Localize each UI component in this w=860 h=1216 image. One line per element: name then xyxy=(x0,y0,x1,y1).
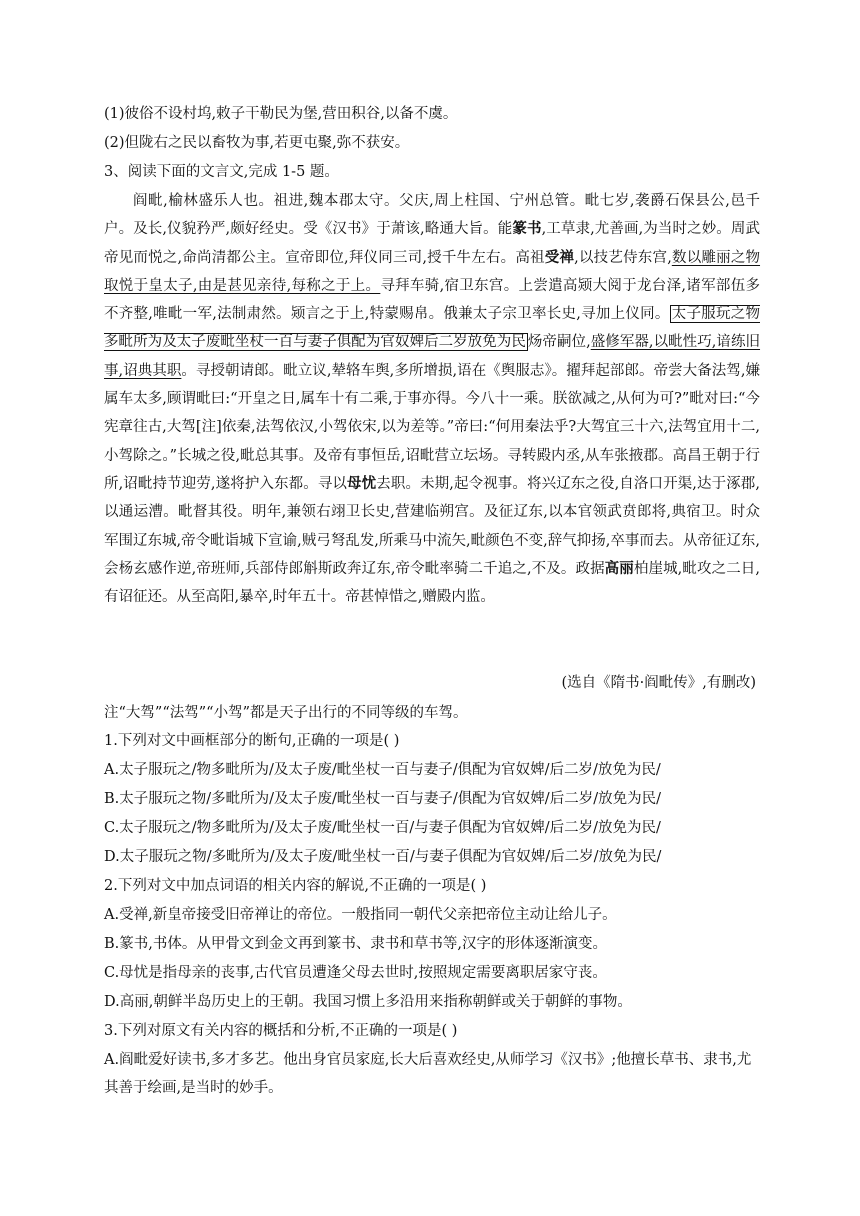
question-1-option-b: B.太子服玩之物/多毗所为/及太子废/毗坐杖一百与妻子/俱配为官奴婢/后二岁/放免为民/ xyxy=(104,791,661,807)
question-2-option-d: D.高丽,朝鲜半岛历史上的王朝。我国习惯上多沿用来指称朝鲜或关于朝鲜的事物。 xyxy=(104,994,632,1010)
underlined-sentence-1: 数以雕丽之物取悦于皇太子,由是甚见亲待,每称之于上。 xyxy=(104,249,761,294)
question-2-stem: 2.下列对文中加点词语的相关内容的解说,不正确的一项是( ) xyxy=(104,878,487,894)
passage-text: ,工草隶,尤善画,为当时之妙。周武帝见而悦之,命尚清都公主。宣帝即位,拜仪同三司,授千牛左右。高祖 xyxy=(104,221,761,266)
passage-text: 去职。未期,起令视事。将兴辽东之役,自洛口开渠,达于涿郡,以通运漕。毗督其役。明年,兼领右翊卫长史,营建临朔宫。及征辽东,以本官领武贲郎将,典宿卫。时众军围辽东城,帝令毗诣城下宣谕,贼弓弩乱发,所乘马中流矢,毗颜色不变,辞气抑扬,卒事而去。从帝征辽东,会杨玄感作逆,帝班师,兵部侍郎斛斯政奔辽东,帝令毗率骑二千追之,不及。政据 xyxy=(104,475,761,577)
passage-text: ,以技艺侍东宫, xyxy=(574,249,672,266)
classical-chinese-passage xyxy=(104,187,760,611)
dotted-term-muyou: 母忧 xyxy=(347,474,377,492)
answer-line-1: (1)彼俗不设村坞,敕子干勒民为堡,营田积谷,以备不虞。 xyxy=(104,106,458,122)
instruction-line: 3、阅读下面的文言文,完成 1-5 题。 xyxy=(104,164,339,180)
dotted-term-gaoli: 高丽 xyxy=(604,559,634,577)
question-3-stem: 3.下列对原文有关内容的概括和分析,不正确的一项是( ) xyxy=(104,1023,458,1039)
passage-text: 。寻授朝请郎。毗立议,辇辂车舆,多所增损,语在《舆服志》。擢拜起部郎。帝尝大备法驾,嫌属车太多,顾谓毗曰:“开皇之日,属车十有二乘,于事亦得。今八十一乘。朕欲减之,从何为可?”毗对曰:“今宪章往古,大驾[注]依秦,法驾依汉,小驾依宋,以为差等。”帝曰:“何用秦法乎?大驾宜三十六,法驾宜用十二,小驾除之。”长城之役,毗总其事。及帝有事恒岳,诏毗营立坛场。寻转殿内丞,从车张掖郡。高昌王朝于行所,诏毗持节迎劳,遂将护入东都。寻以 xyxy=(104,362,761,492)
question-1-stem: 1.下列对文中画框部分的断句,正确的一项是( ) xyxy=(104,733,400,749)
answer-line-2: (2)但陇右之民以畜牧为事,若更屯聚,弥不获安。 xyxy=(104,135,410,151)
passage-text: 阎毗,榆林盛乐人也。祖进,魏本郡太守。父庆,周上柱国、宁州总管。毗七岁,袭爵石保县公,邑千户。及长,仪貌矜严,颇好经史。受《汉书》于萧该,略通大旨。能 xyxy=(104,193,760,238)
dotted-term-zhuanshu: 篆书 xyxy=(512,220,542,238)
boxed-sentence: 太子服玩之物多毗所为及太子废毗坐杖一百与妻子俱配为官奴婢后二岁放免为民 xyxy=(104,306,760,351)
question-1-option-c: C.太子服玩之/物多毗所为/及太子废/毗坐杖一百/与妻子俱配为官奴婢/后二岁/放免为民/ xyxy=(104,820,661,836)
question-2-option-b: B.篆书,书体。从甲骨文到金文再到篆书、隶书和草书等,汉字的形体逐渐演变。 xyxy=(104,936,607,952)
annotation-note: 注“大驾”“法驾”“小驾”都是天子出行的不同等级的车驾。 xyxy=(104,705,468,721)
passage-text: 寻拜车骑,宿卫东宫。上尝遣高颎大阅于龙台泽,诸军部伍多不齐整,唯毗一军,法制肃然。颎言之于上,特蒙赐帛。俄兼太子宗卫率长史,寻加上仪同。 xyxy=(104,277,761,323)
question-3-option-a: A.阎毗爱好读书,多才多艺。他出身官员家庭,长大后喜欢经史,从师学习《汉书》;他擅长草书、隶书,尤其善于绘画,是当时的妙手。 xyxy=(104,1052,752,1096)
passage-text: 炀帝嗣位, xyxy=(527,334,591,351)
question-1-option-a: A.太子服玩之/物多毗所为/及太子废/毗坐杖一百与妻子/俱配为官奴婢/后二岁/放免为民/ xyxy=(104,762,661,778)
question-2-option-c: C.母忧是指母亲的丧事,古代官员遭逢父母去世时,按照规定需要离职居家守丧。 xyxy=(104,965,607,981)
underlined-sentence-2: 盛修军器,以毗性巧,谙练旧事,诏典其职 xyxy=(104,334,761,379)
dotted-term-shouchan: 受禅 xyxy=(544,248,575,266)
question-2-option-a: A.受禅,新皇帝接受旧帝禅让的帝位。一般指同一朝代父亲把帝位主动让给儿子。 xyxy=(104,907,617,923)
passage-text: 柏崖城,毗攻之二日,有诏征还。从至高阳,暴卒,时年五十。帝甚悼惜之,赠殿内监。 xyxy=(104,560,761,606)
question-1-option-d: D.太子服玩之物/多毗所为/及太子废/毗坐杖一百/与妻子俱配为官奴婢/后二岁/放免为民/ xyxy=(104,849,662,865)
source-citation: (选自《隋书·阎毗传》,有删改) xyxy=(561,675,756,691)
